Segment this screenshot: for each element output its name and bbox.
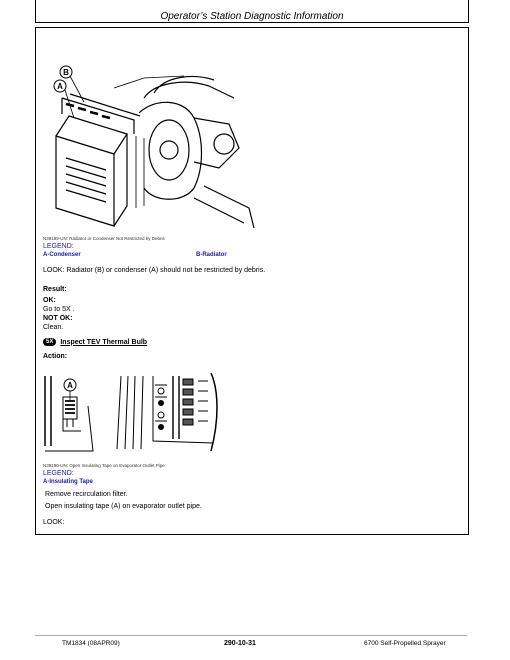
page-title: Operator’s Station Diagnostic Information [160,11,344,22]
legend2-item-tape: A-Insulating Tape [43,479,93,485]
look-instruction-1: LOOK: Radiator (B) or condenser (A) should not be restricted by debris. [43,267,266,274]
section-heading [43,338,147,346]
notok-label: NOT OK: [43,315,73,322]
header-box [35,0,469,23]
look-instruction-2: LOOK: [43,519,65,526]
legend1-item-condenser: A-Condenser [43,252,81,258]
figure1-caption: N39189-UN: Radiator or Condenser Not Restricted by Debris [43,236,165,241]
content-frame [35,27,469,535]
footer-page-number: 290-10-31 [224,640,256,647]
legend1-title: LEGEND: [43,243,74,250]
callout-a-figure2: A [67,381,73,390]
step-remove-filter: Remove recirculation filter. [45,491,128,498]
figure2-caption: N39190-UN: Open Insulating Tape on Evaporator Outlet Pipe [43,463,165,468]
result-label: Result: [43,286,67,293]
legend1-item-radiator: B-Radiator [196,252,227,258]
ok-text: Go to 5X . [43,306,75,313]
section-title: Inspect TEV Thermal Bulb [60,338,148,346]
notok-text: Clean. [43,324,64,331]
footer-doc-id: TM1834 (08APR09) [62,640,120,647]
ok-label: OK: [43,297,56,304]
evaporator-pipe-illustration [43,371,223,453]
footer-divider [35,635,467,636]
action-label: Action: [43,353,68,360]
footer-machine-name: 6700 Self-Propelled Sprayer [364,640,446,647]
step-open-tape: Open insulating tape (A) on evaporator outlet pipe. [45,503,202,510]
callout-b: B [63,68,69,77]
callout-a: A [57,82,63,91]
radiator-condenser-illustration [44,58,259,238]
step-badge: 5X [43,338,56,346]
legend2-title: LEGEND: [43,470,74,477]
